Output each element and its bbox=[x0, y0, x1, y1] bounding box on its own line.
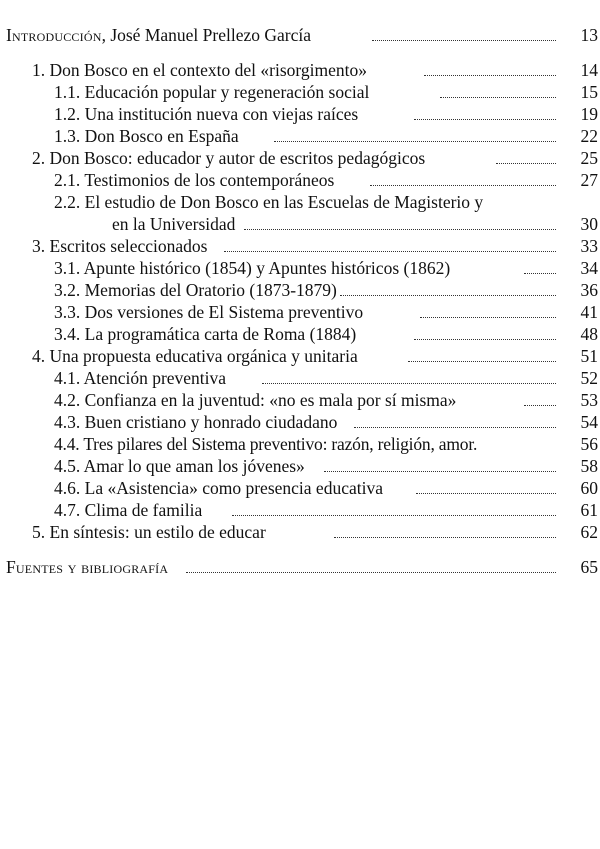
entry-title: Amar lo que aman los jóvenes» bbox=[83, 456, 305, 476]
toc-entry-4-3[interactable] bbox=[0, 411, 600, 433]
toc-entry-1-3[interactable] bbox=[0, 125, 600, 147]
toc-entry-3-3[interactable] bbox=[0, 301, 600, 323]
entry-title: Educación popular y regeneración social bbox=[84, 82, 370, 102]
leader-dots bbox=[408, 361, 556, 362]
leader-dots bbox=[524, 273, 556, 274]
entry-title: Una propuesta educativa orgánica y unitaria bbox=[49, 346, 358, 366]
leader-dots bbox=[416, 493, 556, 494]
entry-title: Clima de familia bbox=[84, 500, 203, 520]
entry-number: 3.2. bbox=[54, 280, 81, 300]
entry-title: Don Bosco en España bbox=[84, 126, 239, 146]
leader-dots bbox=[340, 295, 556, 296]
page-number: 34 bbox=[580, 258, 598, 278]
page-number: 25 bbox=[580, 148, 598, 168]
page-number: 13 bbox=[580, 25, 598, 45]
toc-entry-intro[interactable] bbox=[0, 24, 600, 46]
entry-title-continuation: en la Universidad bbox=[112, 214, 236, 234]
entry-number: 2. bbox=[32, 148, 46, 168]
page-number: 58 bbox=[580, 456, 598, 476]
toc-entry-4-6[interactable] bbox=[0, 477, 600, 499]
entry-number: 4.3. bbox=[54, 412, 81, 432]
entry-title: Dos versiones de El Sistema preventivo bbox=[84, 302, 364, 322]
toc-entry-4-2[interactable] bbox=[0, 389, 600, 411]
entry-title: Testimonios de los contemporáneos bbox=[84, 170, 335, 190]
intro-author: , José Manuel Prellezo García bbox=[101, 25, 311, 45]
page-number: 15 bbox=[580, 82, 598, 102]
entry-number: 3.1. bbox=[54, 258, 81, 278]
toc-entry-1-2[interactable] bbox=[0, 103, 600, 125]
toc-entry-1[interactable] bbox=[0, 59, 600, 81]
entry-number: 3. bbox=[32, 236, 46, 256]
entry-number: 3.4. bbox=[54, 324, 81, 344]
page-number: 19 bbox=[580, 104, 598, 124]
toc-entry-5[interactable] bbox=[0, 521, 600, 543]
entry-number: 4.1. bbox=[54, 368, 81, 388]
entry-number: 1. bbox=[32, 60, 46, 80]
entry-number: 4.2. bbox=[54, 390, 81, 410]
page-number: 54 bbox=[580, 412, 598, 432]
page-number: 62 bbox=[580, 522, 598, 542]
page-number: 51 bbox=[580, 346, 598, 366]
entry-title: El estudio de Don Bosco en las Escuelas de Magisterio y bbox=[84, 192, 484, 212]
page-number: 61 bbox=[580, 500, 598, 520]
page-number: 14 bbox=[580, 60, 598, 80]
toc-entry-2-1[interactable] bbox=[0, 169, 600, 191]
leader-dots bbox=[262, 383, 556, 384]
entry-title: Don Bosco en el contexto del «risorgimento» bbox=[49, 60, 368, 80]
entry-number: 2.2. bbox=[54, 192, 81, 212]
leader-dots bbox=[186, 572, 556, 573]
entry-title: La «Asistencia» como presencia educativa bbox=[84, 478, 383, 498]
entry-title: Escritos seleccionados bbox=[49, 236, 208, 256]
toc-entry-3[interactable] bbox=[0, 235, 600, 257]
entry-number: 4. bbox=[32, 346, 46, 366]
toc-entry-2[interactable] bbox=[0, 147, 600, 169]
page-number: 65 bbox=[580, 557, 598, 577]
leader-dots bbox=[440, 97, 556, 98]
entry-number: 4.5. bbox=[54, 456, 81, 476]
leader-dots bbox=[370, 185, 556, 186]
sources-label: Fuentes y bibliografía bbox=[6, 557, 169, 577]
entry-number: 4.7. bbox=[54, 500, 81, 520]
leader-dots bbox=[274, 141, 556, 142]
page-number: 30 bbox=[580, 214, 598, 234]
leader-dots bbox=[414, 119, 556, 120]
entry-title: La programática carta de Roma (1884) bbox=[84, 324, 357, 344]
leader-dots bbox=[424, 75, 556, 76]
toc-entry-1-1[interactable] bbox=[0, 81, 600, 103]
leader-dots bbox=[224, 251, 556, 252]
entry-title: Don Bosco: educador y autor de escritos pedagógicos bbox=[49, 148, 426, 168]
toc-entry-4-7[interactable] bbox=[0, 499, 600, 521]
entry-title: Apunte histórico (1854) y Apuntes históricos (1862) bbox=[83, 258, 451, 278]
entry-number: 4.6. bbox=[54, 478, 81, 498]
page-number: 33 bbox=[580, 236, 598, 256]
page-number: 52 bbox=[580, 368, 598, 388]
intro-label: Introducción bbox=[6, 25, 102, 45]
toc-entry-sources[interactable] bbox=[0, 556, 600, 578]
page-number: 56 bbox=[580, 434, 598, 454]
page-number: 27 bbox=[580, 170, 598, 190]
entry-title: Memorias del Oratorio (1873-1879) bbox=[84, 280, 337, 300]
toc-entry-3-4[interactable] bbox=[0, 323, 600, 345]
page-number: 53 bbox=[580, 390, 598, 410]
page-number: 36 bbox=[580, 280, 598, 300]
entry-number: 2.1. bbox=[54, 170, 81, 190]
leader-dots bbox=[244, 229, 556, 230]
leader-dots bbox=[414, 339, 556, 340]
entry-title: Atención preventiva bbox=[83, 368, 227, 388]
leader-dots bbox=[232, 515, 556, 516]
page-number: 22 bbox=[580, 126, 598, 146]
entry-number: 1.3. bbox=[54, 126, 81, 146]
leader-dots bbox=[354, 427, 556, 428]
toc-entry-4[interactable] bbox=[0, 345, 600, 367]
page-number: 60 bbox=[580, 478, 598, 498]
entry-number: 3.3. bbox=[54, 302, 81, 322]
entry-title: Tres pilares del Sistema preventivo: razón, religión, amor. bbox=[83, 434, 478, 454]
page-number: 48 bbox=[580, 324, 598, 344]
leader-dots bbox=[420, 317, 556, 318]
leader-dots bbox=[334, 537, 556, 538]
entry-number: 5. bbox=[32, 522, 46, 542]
page-number: 41 bbox=[580, 302, 598, 322]
entry-title: Confianza en la juventud: «no es mala por sí misma» bbox=[84, 390, 457, 410]
toc-entry-4-1[interactable] bbox=[0, 367, 600, 389]
entry-title: Una institución nueva con viejas raíces bbox=[84, 104, 359, 124]
toc-entry-4-4[interactable] bbox=[0, 433, 600, 455]
entry-number: 1.1. bbox=[54, 82, 81, 102]
entry-number: 4.4. bbox=[54, 434, 80, 454]
leader-dots bbox=[372, 40, 556, 41]
leader-dots bbox=[496, 163, 556, 164]
toc-entry-2-2[interactable] bbox=[0, 191, 600, 235]
toc-entry-3-2[interactable] bbox=[0, 279, 600, 301]
leader-dots bbox=[524, 405, 556, 406]
entry-title: En síntesis: un estilo de educar bbox=[49, 522, 266, 542]
entry-title: Buen cristiano y honrado ciudadano bbox=[84, 412, 338, 432]
entry-number: 1.2. bbox=[54, 104, 81, 124]
toc-entry-3-1[interactable] bbox=[0, 257, 600, 279]
toc-entry-4-5[interactable] bbox=[0, 455, 600, 477]
leader-dots bbox=[324, 471, 556, 472]
